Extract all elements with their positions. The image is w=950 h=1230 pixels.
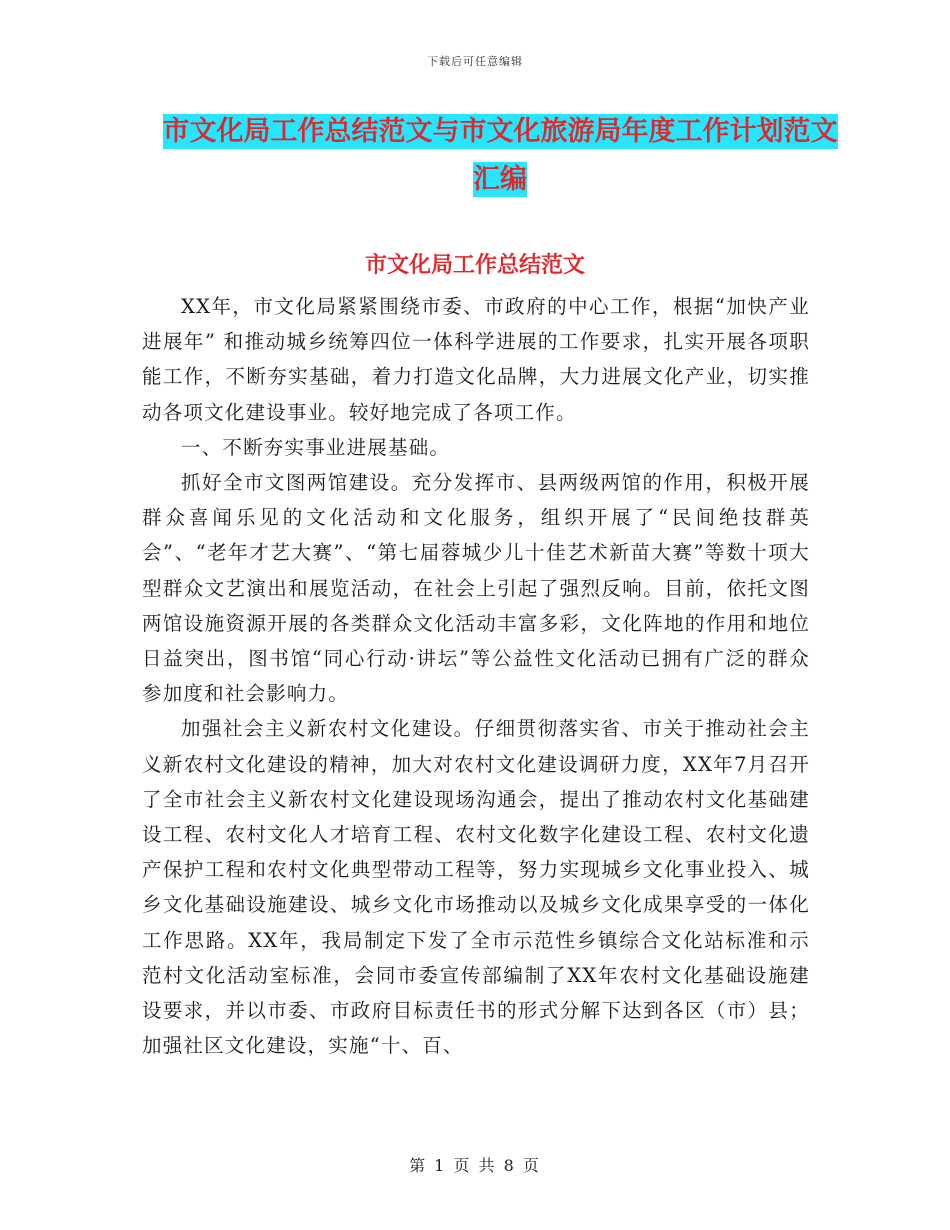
paragraph: XX年，市文化局紧紧围绕市委、市政府的中心工作，根据“加快产业进展年” 和推动城乡统筹四位一体科学进展的工作要求，扎实开展各项职能工作，不断夯实基础，着力打造文化品牌，大力进展文化产业，切实推动各项文化建设事业。较好地完成了各项工作。 bbox=[142, 295, 810, 424]
document-title-text: 市文化局工作总结范文与市文化旅游局年度工作计划范文汇编 bbox=[162, 116, 838, 195]
document-title bbox=[150, 108, 850, 204]
section-title: 市文化局工作总结范文 bbox=[364, 252, 585, 278]
paragraph: 加强社会主义新农村文化建设。仔细贯彻落实省、市关于推动社会主义新农村文化建设的精神，加大对农村文化建设调研力度，XX年7月召开了全市社会主义新农村文化建设现场沟通会，提出了推动农村文化基础建设工程、农村文化人才培育工程、农村文化数字化建设工程、农村文化遗产保护工程和农村文化典型带动工程等，努力实现城乡文化事业投入、城乡文化基础设施建设、城乡文化市场推动以及城乡文化成果享受的一体化工作思路。XX年，我局制定下发了全市示范性乡镇综合文化站标准和示范村文化活动室标准，会同市委宣传部编制了XX年农村文化基础设施建设要求，并以市委、市政府目标责任书的形式分解下达到各区（市）县；加强社区文化建设，实施“十、百、 bbox=[142, 717, 810, 1058]
header-note: 下载后可任意编辑 bbox=[427, 55, 523, 68]
paragraph-heading: 一、不断夯实事业进展基础。 bbox=[181, 435, 451, 459]
page-number: 第 1 页 共 8 页 bbox=[409, 1156, 541, 1175]
document-body bbox=[142, 289, 810, 1063]
paragraph: 抓好全市文图两馆建设。充分发挥市、县两级两馆的作用，积极开展群众喜闻乐见的文化活动和文化服务，组织开展了“民间绝技群英会”、“老年才艺大赛”、“第七届蓉城少儿十佳艺术新苗大赛”等数十项大型群众文艺演出和展览活动，在社会上引起了强烈反响。目前，依托文图两馆设施资源开展的各类群众文化活动丰富多彩，文化阵地的作用和地位日益突出，图书馆“同心行动·讲坛”等公益性文化活动已拥有广泛的群众参加度和社会影响力。 bbox=[142, 471, 810, 706]
